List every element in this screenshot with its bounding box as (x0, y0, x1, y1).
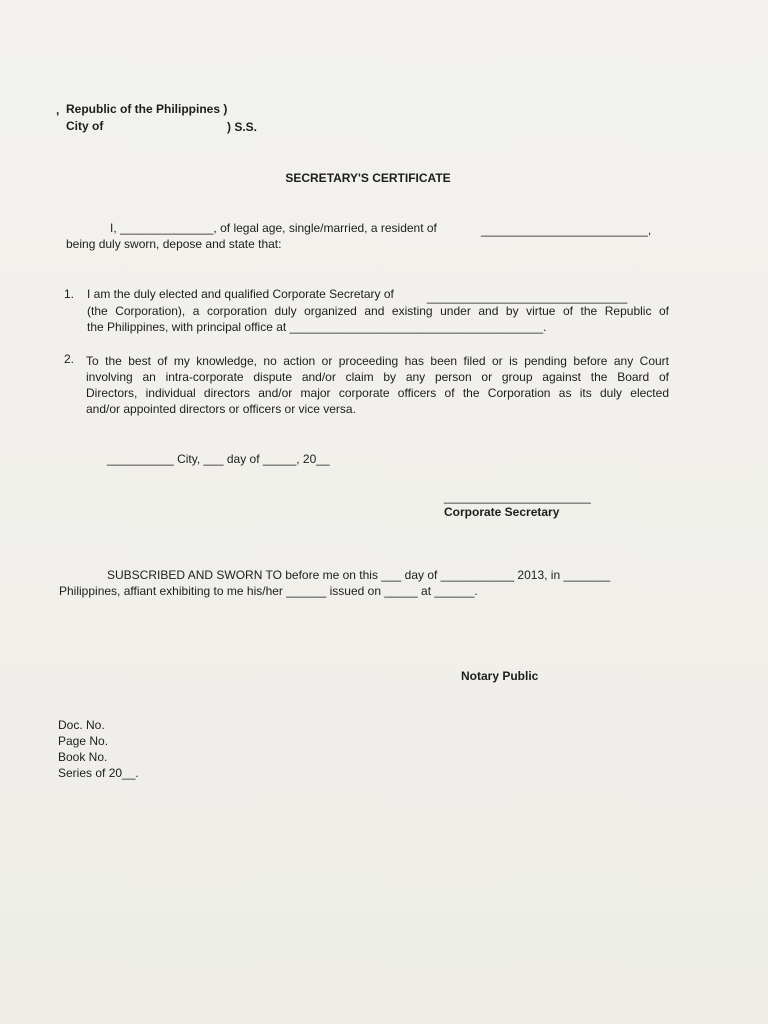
jurat-line-2: Philippines, affiant exhibiting to me his/her ______ issued on _____ at ______. (59, 584, 478, 598)
notary-public-label: Notary Public (461, 669, 539, 683)
header-republic: Republic of the Philippines ) (66, 102, 228, 116)
series-of: Series of 20__. (58, 766, 139, 780)
intro-resident-blank: _________________________, (481, 223, 652, 237)
para2-number: 2. (64, 352, 75, 366)
signature-label: Corporate Secretary (444, 505, 560, 519)
header-city-label: City of (66, 119, 104, 133)
para1-line-2: (the Corporation), a corporation duly organized and existing under and by virtue of the Republic of (87, 304, 669, 318)
date-line: __________ City, ___ day of _____, 20__ (107, 452, 330, 466)
para2-line-4: and/or appointed directors or officers or vice versa. (86, 402, 356, 416)
page-no: Page No. (58, 734, 109, 748)
para2-line-2: involving an intra-corporate dispute and/or claim by any person or group against the Board of (86, 370, 669, 384)
para1-number: 1. (64, 287, 75, 301)
header-ss: ) S.S. (227, 120, 258, 134)
stray-mark: , (56, 103, 60, 117)
document-title: SECRETARY'S CERTIFICATE (285, 171, 451, 185)
jurat-line-1: SUBSCRIBED AND SWORN TO before me on this ___ day of ___________ 2013, in _______ (107, 568, 611, 582)
doc-no: Doc. No. (58, 718, 105, 732)
para2-line-1: To the best of my knowledge, no action or proceeding has been filed or is pending before any Court (86, 354, 669, 368)
para2-line-3: Directors, individual directors and/or major corporate officers of the Corporation as its duly elected (86, 386, 669, 400)
para1-line-3: the Philippines, with principal office at ______________________________________. (87, 320, 547, 334)
para1-corporation-blank: ______________________________ (427, 290, 628, 304)
signature-line: ______________________ (444, 490, 591, 504)
book-no: Book No. (58, 750, 108, 764)
intro-line-2: being duly sworn, depose and state that: (66, 237, 282, 251)
para1-line-1: I am the duly elected and qualified Corporate Secretary of (87, 287, 394, 301)
intro-line-1: I, ______________, of legal age, single/married, a resident of (110, 221, 437, 235)
